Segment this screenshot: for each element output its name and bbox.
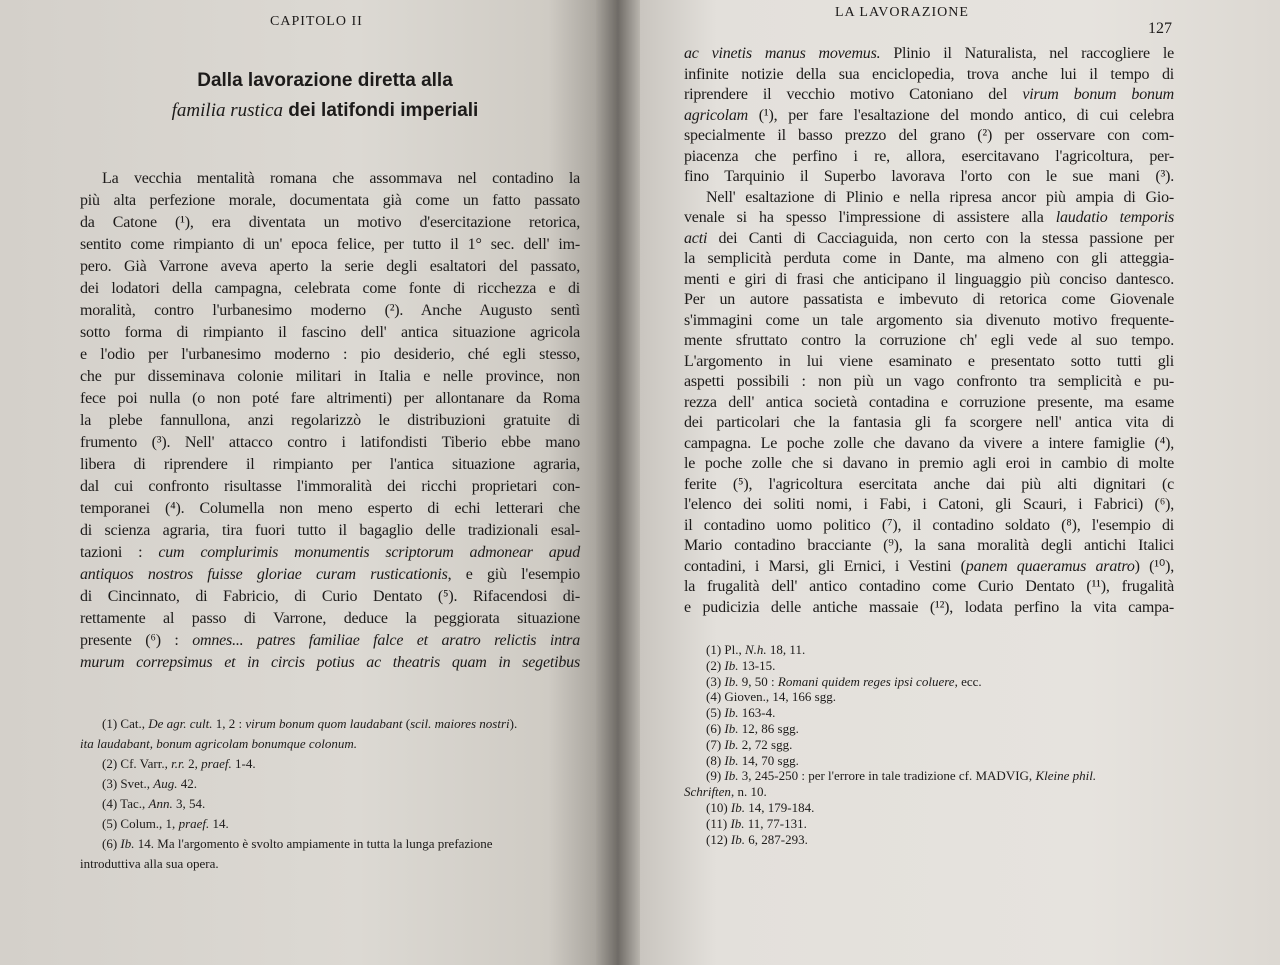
italic-text: Ib. (724, 768, 739, 784)
text: , ecc. (954, 673, 982, 689)
text-line (684, 598, 1174, 619)
footnote-line (684, 689, 1174, 705)
footnote-line (80, 834, 580, 854)
text: più alta perfezione morale, documentata già come un fatto passato (80, 192, 580, 209)
text: (3) Svet., (102, 776, 154, 791)
text: la semplicità perduta come in Dante, ma almeno con gli atteggia- (684, 250, 1174, 267)
italic-text: omnes... patres familiae falce et aratro relictis intra (192, 632, 580, 649)
text: L'argomento in lui viene esaminato e presentato sotto tutti gli (684, 352, 1174, 370)
text: aspetti possibili : non più un vago confronto tra semplicità e pu- (684, 373, 1174, 390)
footnote-line (80, 814, 580, 834)
italic-text: Ib. (724, 673, 739, 689)
text-line (684, 557, 1174, 578)
text: 3, 54. (172, 796, 206, 811)
right-page (640, 0, 1280, 965)
text: 163-4. (738, 705, 776, 721)
text: (6) (706, 720, 725, 736)
text-line (80, 454, 580, 476)
footnote-line (684, 816, 1174, 832)
text: 2, 72 sgg. (738, 736, 793, 752)
footnote-line (80, 754, 580, 774)
text-line (684, 249, 1174, 270)
italic-text: Ib. (724, 705, 739, 721)
text: (2) Cf. Varr., (102, 756, 172, 771)
text: dei particolari che la fantasia gli fa scorgere nell' antica vita di (684, 414, 1174, 431)
running-head: LA LAVORAZIONE (835, 5, 969, 20)
text: ferite (⁵), l'agricoltura esercitata anche dai più alti dignitari (c (684, 475, 1174, 493)
text-line (684, 475, 1174, 496)
text-line (80, 168, 580, 190)
text-line (80, 190, 580, 212)
text: presente (⁶) : (80, 632, 193, 649)
text: Mario contadino bracciante (⁹), la sana moralità degli antichi Italici (684, 537, 1174, 554)
text: Per un autore passatista e imbevuto di retorica come Giovenale (684, 291, 1174, 308)
text-line (684, 290, 1174, 311)
body-text (684, 44, 1174, 618)
text: mente sfruttato contro la corruzione ch' egli vede al suo tempo. (684, 332, 1174, 349)
text: da Catone (¹), era diventata un motivo d'esercitazione retorica, (80, 214, 580, 231)
text-line (684, 372, 1174, 393)
text: (9) (706, 768, 725, 784)
text: tazioni : (80, 544, 159, 561)
footnote-line (684, 721, 1174, 737)
text: 18, 11. (766, 642, 806, 657)
title-rest: dei latifondi imperiali (283, 100, 479, 121)
italic-text: Kleine phil. (1035, 768, 1097, 784)
text: 1, 2 : (212, 716, 246, 731)
text: riprendere il vecchio motivo Catoniano del (684, 86, 1023, 103)
text: ( (402, 716, 411, 731)
text: s'immagini come un tale argomento sia divenuto motivo frequente- (684, 311, 1174, 329)
italic-text: praef. (201, 756, 232, 771)
text: l'elenco dei soliti nomi, i Fabi, i Catoni, gli Scauri, i Fabrici) (⁶), (684, 496, 1174, 513)
text-line (80, 366, 580, 388)
text: piacenza che perfino i re, allora, esercitavano l'agricoltura, per- (684, 147, 1174, 165)
text: le poche zolle che si davano in premio agli eroi in cambio di molte (684, 455, 1174, 472)
italic-text: Ib. (724, 720, 739, 736)
text: (¹), per fare l'esaltazione del mondo antico, di cui celebra (747, 106, 1174, 124)
text: rezza dell' antica società contadina e corruzione presente, ma esame (684, 393, 1174, 411)
text: (5) (706, 705, 725, 721)
text-line (80, 410, 580, 432)
text: pero. Già Varrone aveva aperto la serie degli esaltatori del passato, (80, 258, 580, 275)
italic-text: Ib. (730, 799, 746, 815)
italic-text: praef. (178, 816, 210, 831)
text-line (684, 311, 1174, 332)
text-line (684, 536, 1174, 557)
footnote-line (684, 705, 1174, 721)
text-line (684, 516, 1174, 537)
footnotes (80, 714, 580, 874)
text: venale si ha spesso l'impressione di assistere alla (684, 209, 1056, 226)
italic-text: virum bonum bonum (1022, 86, 1174, 103)
book-gutter (596, 0, 640, 965)
italic-text: murum correpsimus et in circis potius ac theatris quam in segetibus (80, 654, 580, 671)
text: Plinio il Naturalista, nel raccogliere le (880, 45, 1174, 62)
text: (8) (706, 752, 725, 768)
text-line (684, 495, 1174, 516)
footnote-line (684, 800, 1174, 816)
chapter-title-line-2 (100, 100, 550, 122)
text-line (80, 388, 580, 410)
italic-text: antiquos nostros fuisse gloriae curam rusticationis (80, 566, 448, 583)
text: di Cincinnato, di Fabricio, di Curio Dentato (⁵). Rifacendosi di- (80, 588, 580, 605)
text: 14, 70 sgg. (738, 752, 799, 768)
text-line (684, 229, 1174, 250)
text: 11, 77-131. (744, 815, 807, 831)
text: , e giù l'esempio (447, 566, 580, 583)
text: dal cui confronto risultasse l'immoralità dei ricchi proprietari con- (80, 478, 580, 495)
chapter-title-line-1: Dalla lavorazione diretta alla (197, 70, 453, 91)
italic-text: ac vinetis manus movemus. (684, 45, 881, 62)
text: 14, 179-184. (745, 799, 815, 815)
italic-text: Ib. (120, 836, 135, 851)
text: e pudicizia delle antiche massaie (¹²), lodata perfino la vita campa- (684, 598, 1174, 616)
text: contadini, i Marsi, gli Ernici, i Vestini ( (684, 557, 966, 575)
text-column (80, 168, 580, 874)
text: (1) Pl., (706, 642, 745, 657)
text: (3) (706, 673, 725, 689)
text: ) (¹⁰), (1134, 557, 1175, 575)
text-line (80, 630, 580, 652)
text: la plebe fannullona, anzi regolarizzò le distribuzioni gratuite di (80, 412, 580, 429)
footnote-line (684, 753, 1174, 769)
italic-text: Ann. (148, 796, 173, 811)
text-line (684, 208, 1174, 229)
footnote-line (684, 658, 1174, 674)
text-line (684, 147, 1174, 168)
italic-text: Ib. (730, 815, 745, 831)
italic-text: Ib. (730, 831, 746, 847)
footnote-line (80, 794, 580, 814)
text: 14. (209, 816, 229, 831)
text: e l'odio per l'urbanesimo moderno : pio desiderio, ché egli stesso, (80, 346, 580, 363)
text-line (80, 542, 580, 564)
text: fece poi nulla (o non poté fare altrimenti) per allontanare da Roma (80, 390, 580, 407)
text-line (684, 65, 1174, 86)
body-text (80, 168, 580, 674)
text: libera di riprendere il rimpianto per l'antica situazione agraria, (80, 456, 580, 473)
text: campagna. Le poche zolle che davano da vivere a intere famiglie (⁴), (684, 434, 1174, 452)
text-line (80, 564, 580, 586)
text: 12, 86 sgg. (738, 720, 799, 736)
text-line (684, 44, 1174, 65)
text: frumento (³). Nell' attacco contro i latifondisti Tiberio ebbe mano (80, 434, 580, 451)
text-line (80, 344, 580, 366)
text: (6) (102, 836, 121, 851)
italic-text: Ib. (724, 657, 739, 673)
footnote-line (80, 734, 580, 754)
text: (7) (706, 736, 725, 752)
running-head: CAPITOLO II (270, 14, 363, 29)
italic-text: Schriften (684, 784, 731, 800)
text-line (684, 393, 1174, 414)
title-italic: familia rustica (171, 100, 284, 121)
footnote-line (684, 832, 1174, 848)
text-line (684, 126, 1174, 147)
text-column (684, 44, 1174, 847)
footnotes (684, 642, 1174, 847)
text: 14. Ma l'argomento è svolto ampiamente in tutta la lunga prefazione (134, 836, 493, 851)
text-line (80, 476, 580, 498)
text-line (684, 188, 1174, 209)
footnote-line (80, 774, 580, 794)
text: (12) (706, 831, 731, 847)
text: la frugalità dell' antico contadino come Curio Dentato (¹¹), frugalità (684, 578, 1174, 595)
text: 6, 287-293. (745, 831, 808, 847)
text: 42. (177, 776, 197, 791)
italic-text: laudatio temporis (1055, 209, 1175, 226)
text: 13-15. (738, 657, 776, 673)
text: 3, 245-250 : per l'errore in tale tradizione cf. MADVIG, (738, 768, 1036, 784)
italic-text: Aug. (153, 776, 178, 791)
text-line (80, 322, 580, 344)
footnote-line (684, 768, 1174, 784)
footnote-line (684, 674, 1174, 690)
text-line (80, 652, 580, 674)
italic-text: agricolam (684, 106, 748, 124)
text: ). (509, 716, 518, 731)
text: (4) Tac., (102, 796, 149, 811)
text: dei Canti di Cacciaguida, non certo con la stessa passione per (707, 229, 1174, 247)
text: menti e giri di frasi che anticipano il linguaggio più conciso dantesco. (684, 270, 1174, 288)
italic-text: cum complurimis monumentis scriptorum admonear apud (158, 544, 580, 561)
italic-text: virum bonum quom laudabant (245, 716, 403, 731)
italic-text: r.r. (171, 756, 185, 771)
text: (2) (706, 657, 725, 673)
text-line (684, 577, 1174, 598)
text: temporanei (⁴). Columella non meno esperto di echi letterari che (80, 500, 580, 517)
text: (10) (706, 799, 731, 815)
text: 9, 50 : (738, 673, 778, 689)
text-line (80, 300, 580, 322)
text: dei lodatori della campagna, celebrata come fonte di ricchezza e di (80, 280, 580, 297)
footnote-line (684, 737, 1174, 753)
italic-text: Ib. (724, 736, 739, 752)
text-line (80, 256, 580, 278)
italic-text: panem quaeramus aratro (965, 557, 1135, 575)
text-line (80, 432, 580, 454)
text-line (684, 331, 1174, 352)
footnote-line (684, 642, 1174, 658)
text-line (80, 234, 580, 256)
text: (1) Cat., (102, 716, 149, 731)
text-line (80, 212, 580, 234)
text-line (80, 520, 580, 542)
text: Nell' esaltazione di Plinio e nella ripresa ancor più ampia di Gio- (706, 188, 1174, 206)
italic-text: Ib. (724, 752, 739, 768)
text-line (80, 608, 580, 630)
text: (5) Colum., 1, (102, 816, 179, 831)
italic-text: scil. maiores nostri (410, 716, 510, 731)
text: 2, (184, 756, 202, 771)
text-line (684, 352, 1174, 373)
italic-text: Romani quidem reges ipsi coluere (777, 673, 955, 689)
text-line (684, 270, 1174, 291)
text-line (80, 586, 580, 608)
text: di scienza agraria, tira fuori tutto il bagaglio delle tradizionali esal- (80, 522, 580, 539)
text: introduttiva alla sua opera. (80, 856, 219, 871)
text-line (684, 85, 1174, 106)
text: specialmente il basso prezzo del grano (²) per osservare con com- (684, 127, 1174, 144)
text: 1-4. (231, 756, 256, 771)
text: La vecchia mentalità romana che assommava nel contadino la (102, 170, 580, 187)
text-line (684, 454, 1174, 475)
text-line (80, 498, 580, 520)
text-line (684, 106, 1174, 127)
text: moralità, contro l'urbanesimo moderno (²). Anche Augusto sentì (80, 302, 580, 319)
text-line (684, 167, 1174, 188)
italic-text: acti (684, 229, 708, 247)
text: , n. 10. (730, 784, 767, 800)
text: che pur disseminava colonie militari in Italia e nelle province, non (80, 368, 580, 385)
italic-text: De agr. cult. (148, 716, 213, 731)
text: rettamente al passo di Varrone, deduce la peggiorata situazione (80, 610, 580, 627)
footnote-line (684, 784, 1174, 800)
footnote-line (80, 854, 580, 874)
italic-text: N.h. (745, 642, 767, 657)
page-number: 127 (1148, 20, 1172, 37)
text: sentito come rimpianto di un' epoca felice, per tutto il 1° sec. dell' im- (80, 236, 580, 253)
text-line (684, 434, 1174, 455)
text: il contadino uomo politico (⁷), il contadino soldato (⁸), l'esempio di (684, 516, 1174, 534)
text: infinite notizie della sua enciclopedia, trova anche lui il tempo di (684, 65, 1174, 83)
footnote-line (80, 714, 580, 734)
text-line (80, 278, 580, 300)
left-page (0, 0, 596, 965)
text: (11) (706, 815, 731, 831)
text-line (684, 413, 1174, 434)
text: sotto forma di rimpianto il fascino dell' antica situazione agricola (80, 324, 580, 341)
text: (4) Gioven., 14, 166 sgg. (706, 689, 836, 705)
italic-text: ita laudabant, bonum agricolam bonumque colonum. (80, 736, 357, 751)
text: fino Tarquinio il Superbo lavorava l'orto con le sue mani (³). (684, 168, 1174, 185)
